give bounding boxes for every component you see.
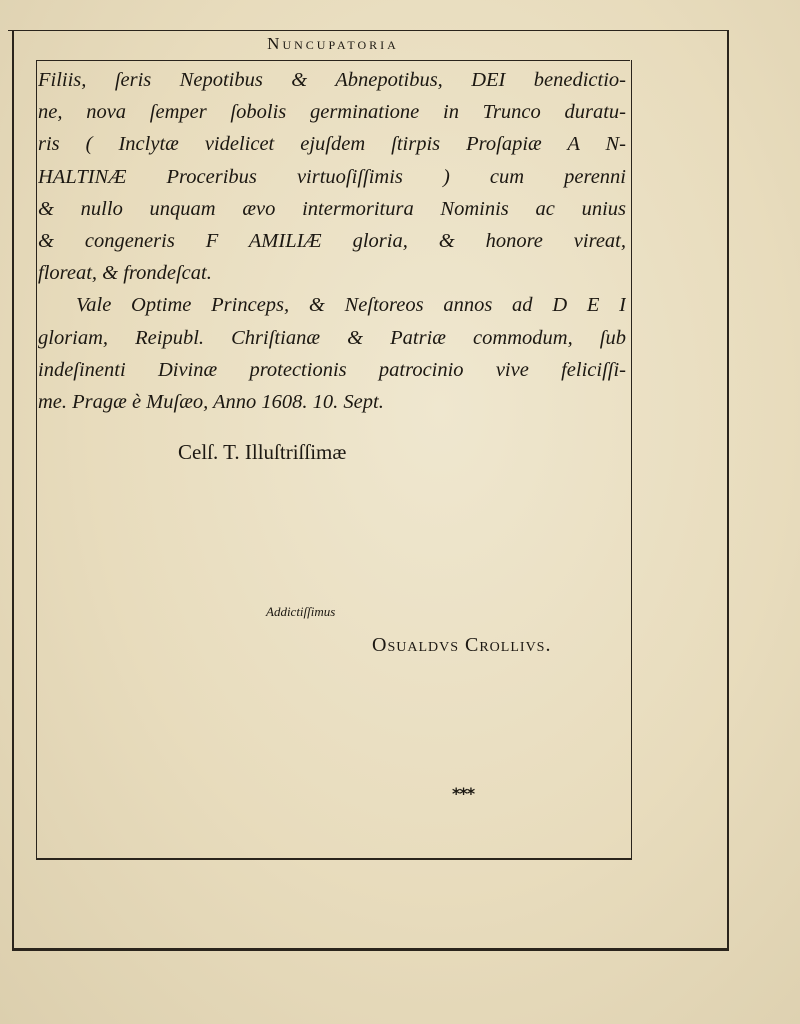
running-header: Nuncupatoria xyxy=(267,34,399,53)
signature: Osualdvs Crollivs. xyxy=(372,634,552,656)
subscription: Addictiſſimus xyxy=(266,604,336,619)
closing-line: gloriam, Reipubl. Chriſtianæ & Patriæ commodum, ſub xyxy=(38,326,626,349)
text-line: ris ( Inclytæ videlicet ejuſdem ſtirpis Proſapiæ A N- xyxy=(38,133,626,156)
text-line: HALTINÆ Proceribus virtuoſiſſimis ) cum perenni xyxy=(38,165,626,188)
closing-line: indeſinenti Divinæ protectionis patrocinio vive feliciſſi- xyxy=(38,358,626,381)
ornament-asterisks: *** xyxy=(452,784,475,803)
text-line: & nullo unquam ævo intermoritura Nominis ac unius xyxy=(38,197,626,220)
text-line: Filiis, ſeris Nepotibus & Abnepotibus, DEI benedictio- xyxy=(38,69,626,91)
closing-line: me. Pragæ è Muſæo, Anno 1608. 10. Sept. xyxy=(38,390,384,413)
dedication-text xyxy=(38,64,626,418)
closing-line: Vale Optime Princeps, & Neſtoreos annos ad D E I xyxy=(76,294,626,317)
salutation: Celſ. T. Illuſtriſſimæ xyxy=(178,440,347,464)
text-line: ne, nova ſemper ſobolis germinatione in Trunco duratu- xyxy=(38,101,626,124)
text-line: & congeneris F AMILIÆ gloria, & honore vireat, xyxy=(38,229,626,252)
text-line: floreat, & frondeſcat. xyxy=(38,262,212,285)
